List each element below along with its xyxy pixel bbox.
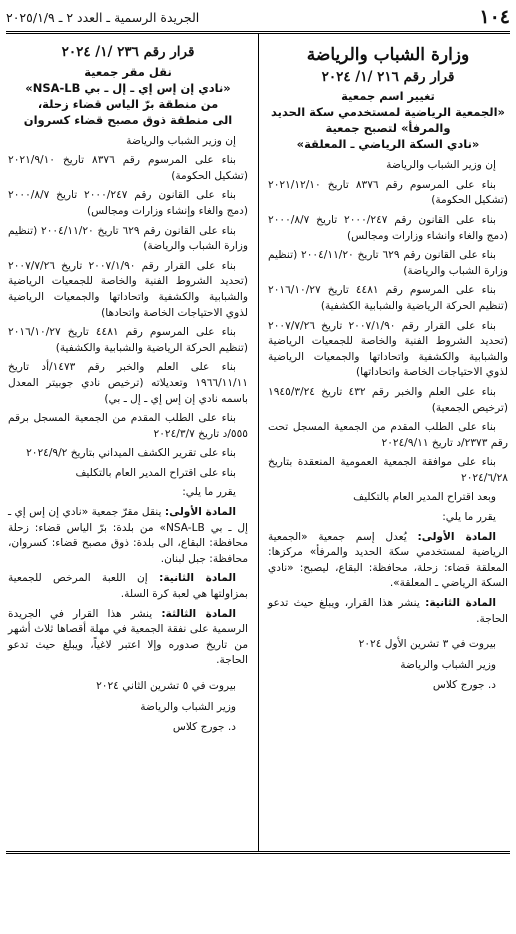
article-2 xyxy=(268,596,508,627)
signer-name: د. جورج كلاس xyxy=(172,721,236,734)
article-text: يُعدل إسم جمعية «الجمعية الرياضية لمستخدمي سكة الحديد والمرفأ» مركزها: المعلقة قضاء: زحلة، محافظة: البقاع، ليصبح: «نادي السكة الرياضي ـ المعلقة». xyxy=(268,530,508,590)
preamble-paragraph: بناء على اقتراح المدير العام بالتكليف xyxy=(75,466,236,479)
decides-heading: يقرر ما يلي: xyxy=(442,511,496,524)
gazette-issue-info: الجريدة الرسمية ـ العدد ٢ ـ ٢٠٢٥/١/٩ xyxy=(6,9,200,25)
left-column xyxy=(8,36,248,741)
preamble-paragraph: بناء على العلم والخبر رقم ٤٣٢ تاريخ ١٩٤٥/٣/٢٤ (ترخيص الجمعية) xyxy=(268,385,508,414)
article-label: المادة الثانية: xyxy=(159,572,237,585)
footer-rule xyxy=(6,851,510,854)
article-text: ينشر هذا القرار، ويبلغ حيث تدعو الحاجة. xyxy=(268,597,508,625)
column-divider xyxy=(258,34,259,851)
preamble-paragraph: بناء على المرسوم رقم ٨٣٧٦ تاريخ ٢٠٢١/٩/١٠ (تشكيل الحكومة) xyxy=(8,154,248,182)
article-label: المادة الثالثة: xyxy=(161,607,236,620)
decision-number: قرار رقم ٢١٦ /١/ ٢٠٢٤ xyxy=(321,68,455,85)
preamble-paragraph: وبعد اقتراح المدير العام بالتكليف xyxy=(353,491,496,504)
article-1 xyxy=(268,530,508,592)
preamble-paragraph: إن وزير الشباب والرياضة xyxy=(126,134,236,147)
association-name-line: «نادي إن إس إي ـ إل ـ بي NSA-LB» xyxy=(25,80,231,95)
preamble-paragraph: إن وزير الشباب والرياضة xyxy=(386,159,496,172)
preamble-paragraph: بناء على المرسوم رقم ٤٤٨١ تاريخ ٢٠١٦/١٠/٢٧ (تنظيم الحركة الرياضية والشبابية والكشفية) xyxy=(8,326,248,354)
right-column xyxy=(268,36,508,699)
decides-heading: يقرر ما يلي: xyxy=(182,486,236,499)
preamble-paragraph: بناء على القانون رقم ٢٠٠٠/٢٤٧ تاريخ ٢٠٠٠/٨/٧ (دمج والغاء وإنشاء وزارات ومجالس) xyxy=(8,189,248,217)
association-name-line: والمرفأ» لتصبح جمعية xyxy=(325,121,451,136)
preamble-paragraph: بناء على الطلب المقدم من الجمعية المسجل برقم ٥٥٥/د تاريخ ٢٠٢٤/٣/٧ xyxy=(8,412,248,440)
preamble-paragraph: بناء على القرار رقم ٢٠٠٧/١/٩٠ تاريخ ٢٠٠٧/٧/٢٦ (تحديد الشروط الفنية والخاصة للجمعيات الرياضية والشبابية والكشفية واتحاداتها والجمعيات الرياضية لذوي الاحتياجات الخاصة واتحادها) xyxy=(8,259,248,319)
article-2 xyxy=(8,571,248,602)
association-name-line: «نادي السكة الرياضي ـ المعلقة» xyxy=(296,137,480,152)
article-text: ينشر هذا القرار في الجريدة الرسمية على نفقة الجمعية في مهلة أقصاها ثلاث أشهر من تاريخ صدوره وإلا اعتبر لاغياً، ويبلغ حيث تدعو الحاجة. xyxy=(8,607,248,667)
article-label: المادة الثانية: xyxy=(425,597,496,610)
ministry-title: وزارة الشباب والرياضة xyxy=(306,45,470,65)
preamble-paragraph: بناء على القرار رقم ٢٠٠٧/١/٩٠ تاريخ ٢٠٠٧/٧/٢٦ (تحديد الشروط الفنية والخاصة للجمعيات الرياضية والشبابية والكشفية واتحاداتها والجمعيات الرياضية لذوي الاحتياجات الخاصة واتحاداتها) xyxy=(268,319,508,379)
preamble-paragraph: بناء على المرسوم رقم ٨٣٧٦ تاريخ ٢٠٢١/١٢/١٠ (تشكيل الحكومة) xyxy=(268,178,508,207)
association-name-line: «الجمعية الرياضية لمستخدمي سكة الحديد xyxy=(271,105,505,120)
preamble-paragraph: بناء على العلم والخبر رقم ١٤٧٣/أد تاريخ ١٩٦٦/١١/١١ وتعديلاته (ترخيص نادي جوبيتر المعدل باسمه نادي إن إس إي ـ إل ـ بي) xyxy=(8,361,248,405)
association-name-line: من منطقة برّ الياس قضاء زحلة، xyxy=(37,96,219,111)
article-text: ينقل مقرّ جمعية «نادي إن إس إي ـ إل ـ بي NSA-LB» من بلدة: برّ الياس قضاء: زحلة محافظة: البقاع، الى بلدة: ذوق مصبح قضاء: كسروان، محافظة: جبل لبنان. xyxy=(8,506,249,565)
decision-subject: نقل مقر جمعية xyxy=(84,64,172,79)
preamble-paragraph: بناء على القانون رقم ٦٢٩ تاريخ ٢٠٠٤/١١/٢٠ (تنظيم وزارة الشباب والرياضة) xyxy=(268,249,508,277)
article-label: المادة الأولى: xyxy=(417,530,496,543)
article-3 xyxy=(8,607,248,669)
preamble-paragraph: بناء على القانون رقم ٢٠٠٠/٢٤٧ تاريخ ٢٠٠٠/٨/٧ (دمج والغاء وانشاء وزارات ومجالس) xyxy=(268,213,508,242)
decision-subject: تغيير اسم جمعية xyxy=(341,89,435,104)
preamble-paragraph: بناء على المرسوم رقم ٤٤٨١ تاريخ ٢٠١٦/١٠/٢٧ (تنظيم الحركة الرياضية والشبابية الكشفية) xyxy=(268,284,508,312)
signer-title: وزير الشباب والرياضة xyxy=(400,658,496,671)
preamble-paragraph: بناء على تقرير الكشف الميداني بتاريخ ٢٠٢٤/٩/٢ xyxy=(26,447,236,460)
preamble-paragraph: بناء على الطلب المقدم من الجمعية المسجل تحت رقم ٢٣٧٣/د تاريخ ٢٠٢٤/٩/١١ xyxy=(268,421,508,449)
preamble-paragraph: بناء على موافقة الجمعية العمومية المنعقدة بتاريخ ٢٠٢٤/٦/٢٨ xyxy=(268,456,508,484)
signature-date: بيروت في ٥ تشرين الثاني ٢٠٢٤ xyxy=(96,680,236,692)
article-text: إن اللعبة المرخص للجمعية بمزاولتها هي لعبة كرة السلة. xyxy=(8,572,248,601)
article-1 xyxy=(8,505,248,567)
article-label: المادة الأولى: xyxy=(164,506,236,519)
preamble-paragraph: بناء على القانون رقم ٦٢٩ تاريخ ٢٠٠٤/١١/٢٠ (تنظيم وزارة الشباب والرياضة) xyxy=(8,224,248,253)
signature-date: بيروت في ٣ تشرين الأول ٢٠٢٤ xyxy=(358,638,496,651)
page-number: ١٠٤ xyxy=(479,6,510,28)
page-header xyxy=(6,4,510,30)
signer-name: د. جورج كلاس xyxy=(432,679,496,692)
association-name-line: الى منطقة ذوق مصبح قضاء كسروان xyxy=(23,112,233,127)
decision-number: قرار رقم ٢٣٦ /١/ ٢٠٢٤ xyxy=(61,44,195,60)
signer-title: وزير الشباب والرياضة xyxy=(140,700,236,713)
